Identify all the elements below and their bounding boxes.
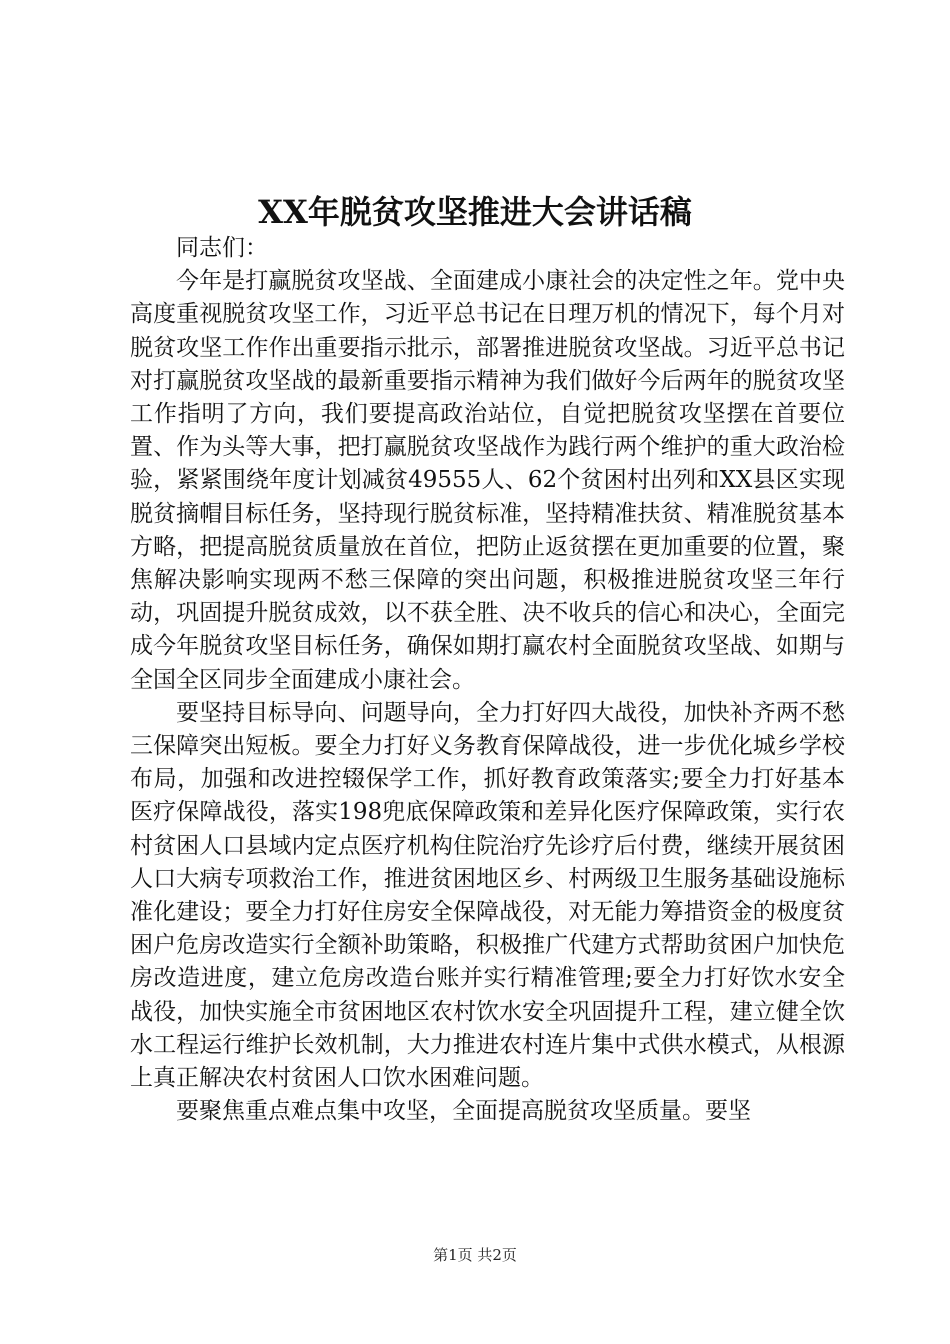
paragraph-1: 今年是打赢脱贫攻坚战、全面建成小康社会的决定性之年。党中央高度重视脱贫攻坚工作，习近平总书记在日理万机的情况下，每个月对脱贫攻坚工作作出重要指示批示，部署推进脱贫攻坚战。习近平总书记对打赢脱贫攻坚战的最新重要指示精神为我们做好今后两年的脱贫攻坚工作指明了方向，我们要提高政治站位，自觉把脱贫攻坚摆在首要位置、作为头等大事，把打赢脱贫攻坚战作为践行两个维护的重大政治检验，紧紧围绕年度计划减贫49555人、62个贫困村出列和XX县区实现脱贫摘帽目标任务，坚持现行脱贫标准，坚持精准扶贫、精准脱贫基本方略，把提高脱贫质量放在首位，把防止返贫摆在更加重要的位置，聚焦解决影响实现两不愁三保障的突出问题，积极推进脱贫攻坚三年行动，巩固提升脱贫成效，以不获全胜、决不收兵的信心和决心，全面完成今年脱贫攻坚目标任务，确保如期打赢农村全面脱贫攻坚战、如期与全国全区同步全面建成小康社会。 <box>130 268 845 693</box>
document-body <box>130 232 845 1128</box>
paragraph-3: 要聚焦重点难点集中攻坚，全面提高脱贫攻坚质量。要坚 <box>176 1098 751 1125</box>
document-title: XX年脱贫攻坚推进大会讲话稿 <box>258 193 692 231</box>
page-footer: 第1页 共2页 <box>433 1246 517 1264</box>
paragraph-2: 要坚持目标导向、问题导向，全力打好四大战役，加快补齐两不愁三保障突出短板。要全力打好义务教育保障战役，进一步优化城乡学校布局，加强和改进控辍保学工作，抓好教育政策落实;要全力打好基本医疗保障战役，落实198兜底保障政策和差异化医疗保障政策，实行农村贫困人口县域内定点医疗机构住院治疗先诊疗后付费，继续开展贫困人口大病专项救治工作，推进贫困地区乡、村两级卫生服务基础设施标准化建设；要全力打好住房安全保障战役，对无能力筹措资金的极度贫困户危房改造实行全额补助策略，积极推广代建方式帮助贫困户加快危房改造进度，建立危房改造台账并实行精准管理;要全力打好饮水安全战役，加快实施全市贫困地区农村饮水安全巩固提升工程，建立健全饮水工程运行维护长效机制，大力推进农村连片集中式供水模式，从根源上真正解决农村贫困人口饮水困难问题。 <box>130 699 845 1092</box>
salutation: 同志们： <box>176 235 268 261</box>
